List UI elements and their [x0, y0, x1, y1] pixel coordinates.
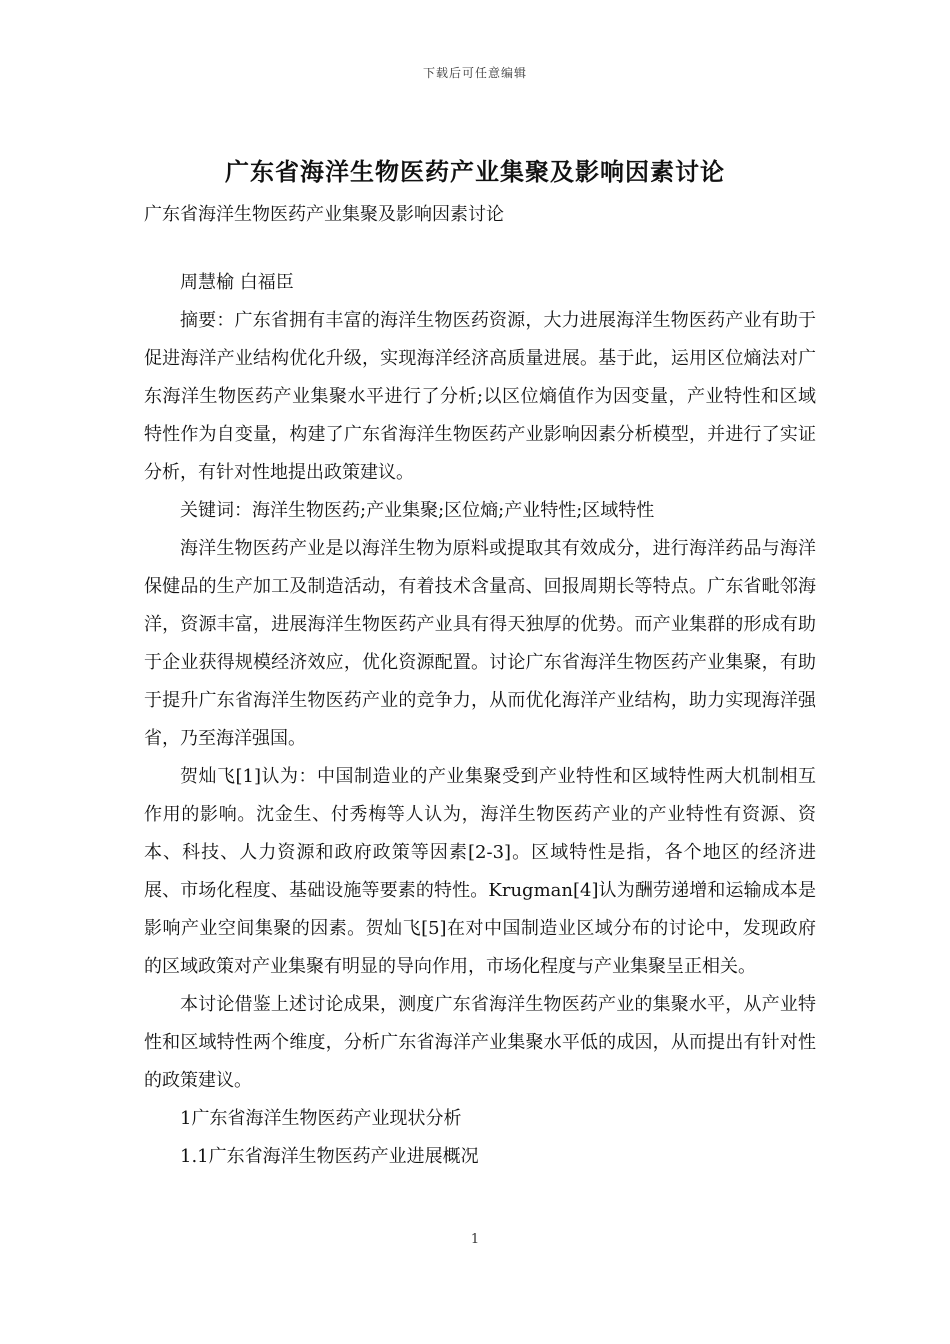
body-paragraph: 本讨论借鉴上述讨论成果，测度广东省海洋生物医药产业的集聚水平，从产业特性和区域特性两个维度，分析广东省海洋产业集聚水平低的成因，从而提出有针对性的政策建议。 [144, 994, 816, 1091]
subsection-heading: 1.1广东省海洋生物医药产业进展概况 [180, 1146, 479, 1167]
keywords-line: 关键词：海洋生物医药;产业集聚;区位熵;产业特性;区域特性 [180, 500, 655, 521]
body-paragraph: 海洋生物医药产业是以海洋生物为原料或提取其有效成分，进行海洋药品与海洋保健品的生产加工及制造活动，有着技术含量高、回报周期长等特点。广东省毗邻海洋，资源丰富，进展海洋生物医药产业具有得天独厚的优势。而产业集群的形成有助于企业获得规模经济效应，优化资源配置。讨论广东省海洋生物医药产业集聚，有助于提升广东省海洋生物医药产业的竞争力，从而优化海洋产业结构，助力实现海洋强省，乃至海洋强国。 [144, 538, 816, 749]
document-body [144, 264, 816, 1176]
document-title: 广东省海洋生物医药产业集聚及影响因素讨论 [225, 157, 725, 186]
document-subtitle: 广东省海洋生物医药产业集聚及影响因素讨论 [144, 204, 504, 225]
abstract-paragraph: 摘要：广东省拥有丰富的海洋生物医药资源，大力进展海洋生物医药产业有助于促进海洋产业结构优化升级，实现海洋经济高质量进展。基于此，运用区位熵法对广东海洋生物医药产业集聚水平进行了分析;以区位熵值作为因变量，产业特性和区域特性作为自变量，构建了广东省海洋生物医药产业影响因素分析模型，并进行了实证分析，有针对性地提出政策建议。 [144, 310, 816, 483]
header-note: 下载后可任意编辑 [422, 66, 527, 80]
section-heading: 1广东省海洋生物医药产业现状分析 [180, 1108, 462, 1129]
authors-line: 周慧榆 白福臣 [180, 272, 294, 293]
page-number: 1 [470, 1232, 480, 1247]
body-paragraph: 贺灿飞[1]认为：中国制造业的产业集聚受到产业特性和区域特性两大机制相互作用的影响。沈金生、付秀梅等人认为，海洋生物医药产业的产业特性有资源、资本、科技、人力资源和政府政策等因素[2-3]。区域特性是指，各个地区的经济进展、市场化程度、基础设施等要素的特性。Krugman[4]认为酬劳递增和运输成本是影响产业空间集聚的因素。贺灿飞[5]在对中国制造业区域分布的讨论中，发现政府的区域政策对产业集聚有明显的导向作用，市场化程度与产业集聚呈正相关。 [144, 766, 816, 977]
